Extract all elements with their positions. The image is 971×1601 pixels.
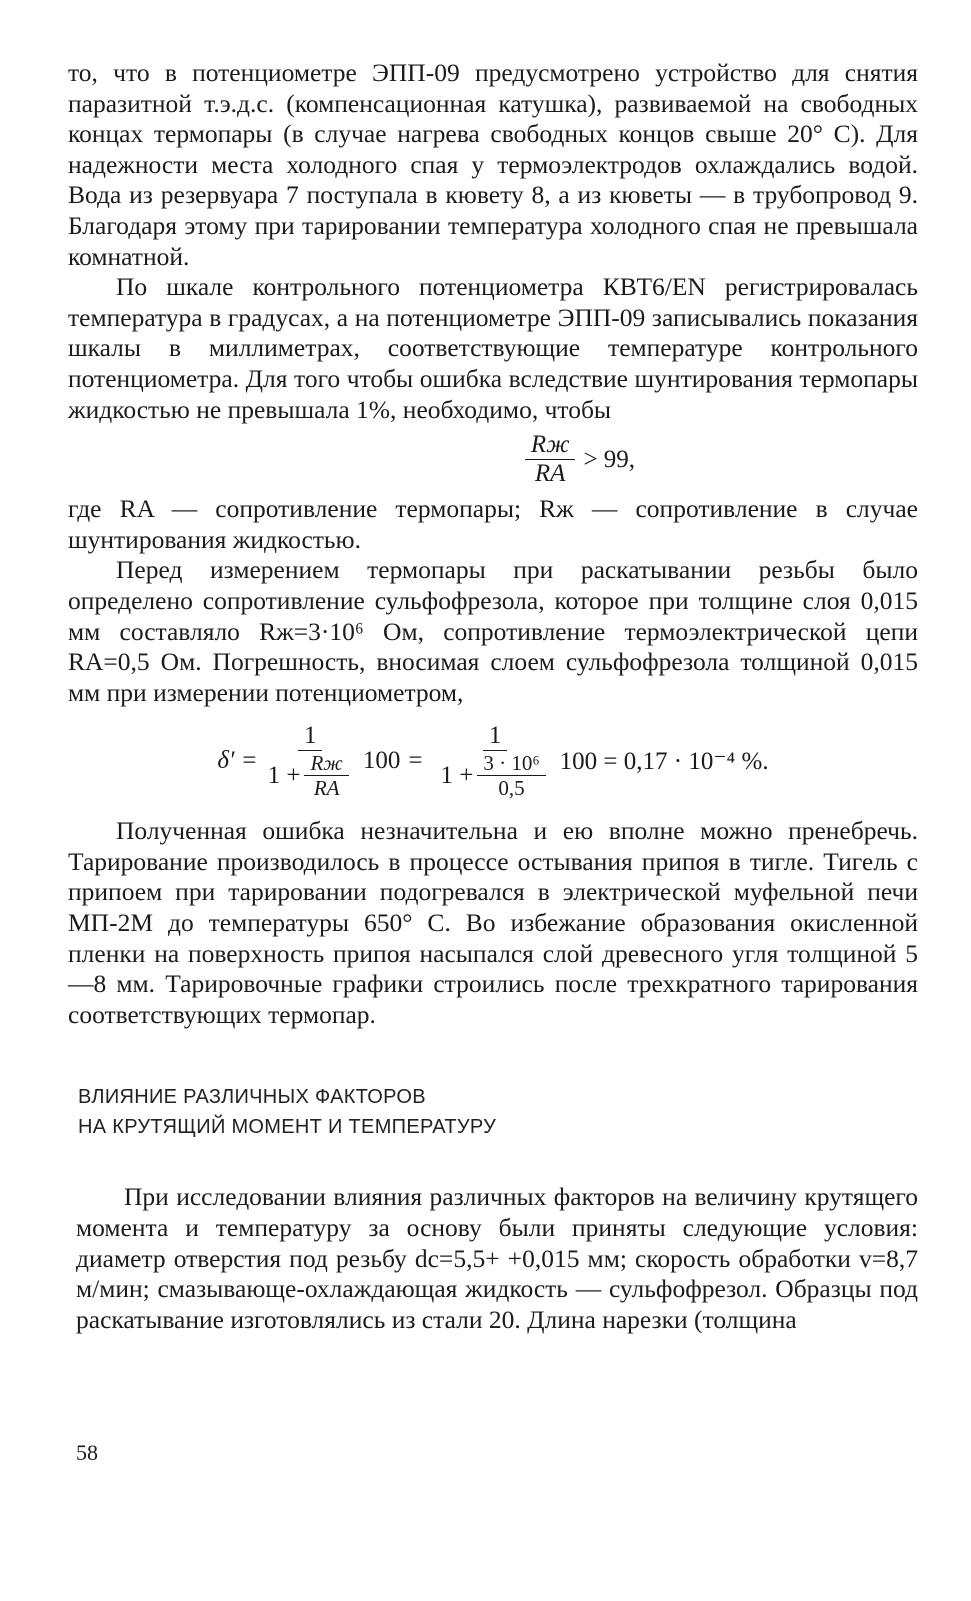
inner-fraction-2 <box>477 751 545 800</box>
paragraph-result: Полученная ошибка незначительна и ею вполне можно пренебречь. Тарирование производилось в процессе остывания припоя в тигле. Тигель с припоем при тарировании подогревался в электрической муфельной печи МП-2М до температуры 650° С. Во избежание образования окисленной пленки на поверхность припоя насыпался слой древесного угля толщиной 5—8 мм. Тарировочные графики строились после трехкратного тарирования соответствующих термопар. <box>68 816 918 1029</box>
heading-line-1: ВЛИЯНИЕ РАЗЛИЧНЫХ ФАКТОРОВ <box>78 1086 426 1109</box>
error-result: 100 = 0,17 · 10⁻⁴ %. <box>559 748 769 776</box>
page-number: 58 <box>76 1440 98 1465</box>
paragraph-1: то, что в потенциометре ЭПП-09 предусмотрено устройство для снятия паразитной т.э.д.с. (компенсационная катушка), развиваемой на свободных концах термопары (в случае нагрева свободных концов свыше 20° С). Для надежности места холодного спая у термоэлектродов охлаждались водой. Вода из резервуара 7 поступала в кювету 8, а из кюветы — в трубопровод 9. Благодаря этому при тарировании температура холодного спая не превышала комнатной. <box>68 58 918 271</box>
section-heading <box>78 1082 918 1142</box>
ratio-numerator: Rж <box>525 431 576 460</box>
ratio-fraction <box>525 431 576 488</box>
formula-ratio <box>238 431 918 488</box>
error-fraction-1-numerator: 1 <box>298 722 323 751</box>
heading-line-2: НА КРУТЯЩИЙ МОМЕНТ И ТЕМПЕРАТУРУ <box>78 1116 497 1139</box>
one-plus-2: 1 + <box>440 761 474 789</box>
error-fraction-2 <box>434 722 555 800</box>
hundred-1: 100 <box>362 747 401 775</box>
error-fraction-2-denominator <box>434 751 555 800</box>
error-lhs: δ′ = <box>217 747 258 775</box>
inner-fraction-1 <box>304 751 348 800</box>
paragraph-where: где RA — сопротивление термопары; Rж — сопротивление в случае шунтирования жидкостью. <box>68 494 918 554</box>
inner-fraction-1-denominator: RA <box>313 776 340 801</box>
one-plus-1: 1 + <box>267 761 301 789</box>
formula-error <box>68 722 918 800</box>
inner-fraction-1-numerator: Rж <box>304 751 348 776</box>
inner-fraction-2-numerator: 3 · 10⁶ <box>477 751 545 776</box>
error-fraction-1 <box>262 722 359 800</box>
error-fraction-1-denominator <box>262 751 359 800</box>
error-fraction-2-numerator: 1 <box>483 722 508 751</box>
inner-fraction-2-denominator: 0,5 <box>498 776 525 801</box>
paragraph-2: По шкале контрольного потенциометра КВТ6/EN регистрировалась температура в градусах, а на потенциометре ЭПП-09 записывались показания шкалы в миллиметрах, соответствующие температуре контрольного потенциометра. Для того чтобы ошибка вследствие шунтирования термопары жидкостью не превышала 1%, необходимо, чтобы <box>68 272 918 424</box>
equals-sign: = <box>408 747 423 775</box>
paragraph-measure: Перед измерением термопары при раскатывании резьбы было определено сопротивление сульфофрезола, которое при толщине слоя 0,015 мм составляло Rж=3·10⁶ Ом, сопротивление термоэлектрической цепи RA=0,5 Ом. Погрешность, вносимая слоем сульфофрезола толщиной 0,015 мм при измерении потенциометром, <box>68 555 918 707</box>
ratio-denominator: RA <box>534 460 566 488</box>
paragraph-last: При исследовании влияния различных факторов на величину крутящего момента и температуру за основу были приняты следующие условия: диаметр отверстия под резьбу dc=5,5+ +0,015 мм; скорость обработки v=8,7 м/мин; смазывающе-охлаждающая жидкость — сульфофрезол. Образцы под раскатывание изготовлялись из стали 20. Длина нарезки (толщина <box>76 1182 918 1334</box>
ratio-relation: > 99, <box>583 445 636 473</box>
document-page <box>68 58 918 1335</box>
